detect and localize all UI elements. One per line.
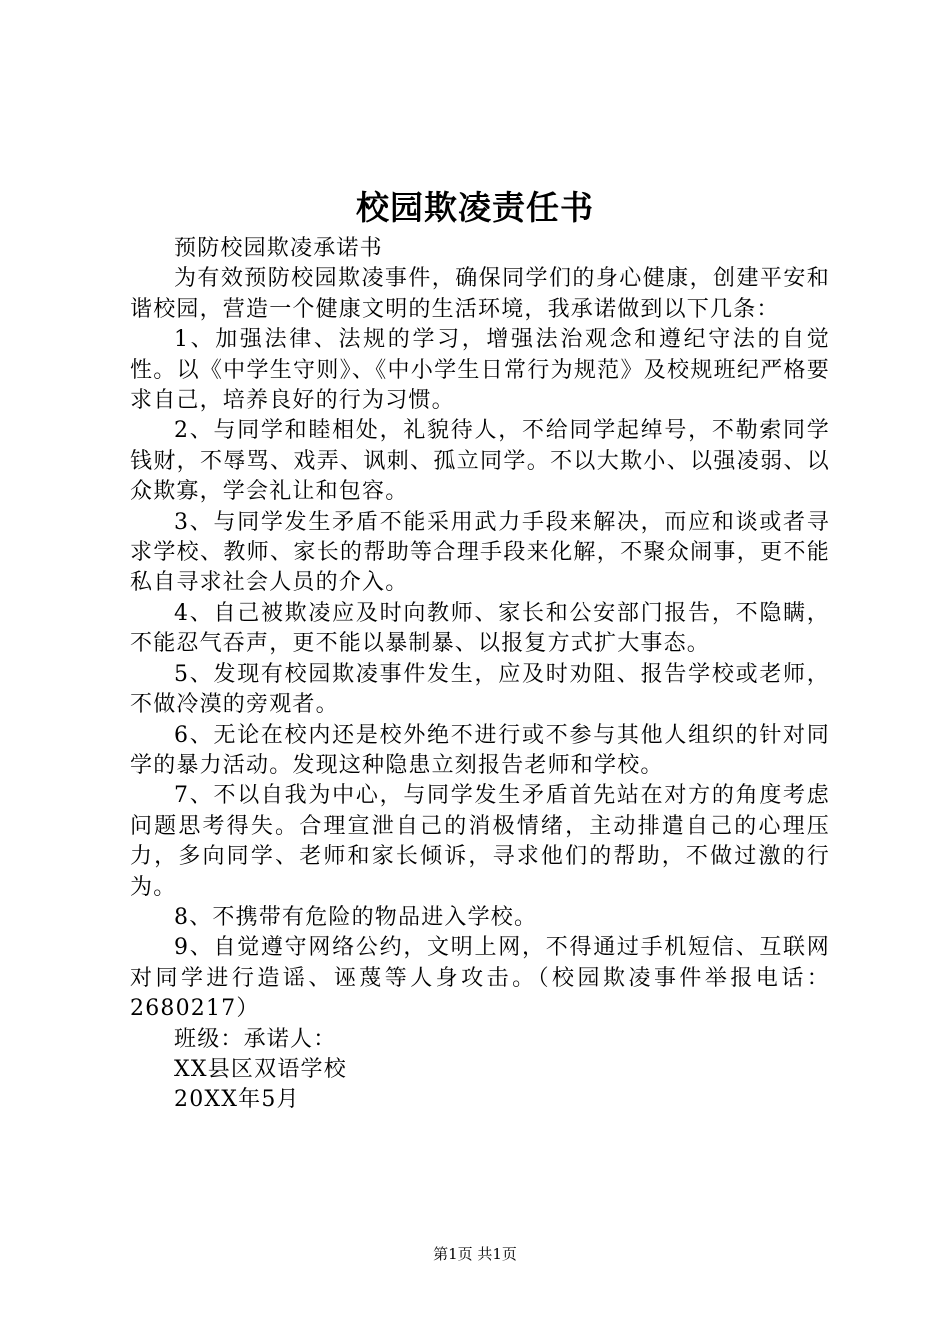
intro-paragraph: 为有效预防校园欺凌事件，确保同学们的身心健康，创建平安和谐校园，营造一个健康文明的生活环境，我承诺做到以下几条： [130,266,830,322]
pledge-item-6: 6、无论在校内还是校外绝不进行或不参与其他人组织的针对同学的暴力活动。发现这种隐患立刻报告老师和学校。 [130,722,830,778]
pledge-item-5: 5、发现有校园欺凌事件发生，应及时劝阻、报告学校或老师，不做冷漠的旁观者。 [130,661,830,718]
pledge-item-1: 1、加强法律、法规的学习，增强法治观念和遵纪守法的自觉性。以《中学生守则》、《中小学生日常行为规范》及校规班纪严格要求自己，培养良好的行为习惯。 [130,327,830,414]
page-footer: 第1页 共1页 [433,1245,517,1263]
document-title: 校园欺凌责任书 [356,188,594,227]
pledge-item-4: 4、自己被欺凌应及时向教师、家长和公安部门报告，不隐瞒，不能忍气吞声，更不能以暴制暴、以报复方式扩大事态。 [130,600,830,657]
school-name: XX县区双语学校 [174,1056,347,1082]
pledge-item-9: 9、自觉遵守网络公约，文明上网，不得通过手机短信、互联网对同学进行造谣、诬蔑等人身攻击。（校园欺凌事件举报电话：2680217） [130,935,830,1022]
pledge-item-2: 2、与同学和睦相处，礼貌待人，不给同学起绰号，不勒索同学钱财，不辱骂、戏弄、讽刺、孤立同学。不以大欺小、以强凌弱、以众欺寡，学会礼让和包容。 [130,418,830,505]
pledge-item-8: 8、不携带有危险的物品进入学校。 [174,904,538,930]
document-date: 20XX年5月 [174,1087,300,1113]
signature-line: 班级：承诺人： [174,1026,337,1052]
pledge-item-3: 3、与同学发生矛盾不能采用武力手段来解决，而应和谈或者寻求学校、教师、家长的帮助等合理手段来化解，不聚众闹事，更不能私自寻求社会人员的介入。 [130,509,830,596]
subtitle-paragraph: 预防校园欺凌承诺书 [174,236,383,261]
pledge-item-7: 7、不以自我为中心，与同学发生矛盾首先站在对方的角度考虑问题思考得失。合理宣泄自己的消极情绪，主动排遣自己的心理压力，多向同学、老师和家长倾诉，寻求他们的帮助，不做过激的行为。 [130,783,830,900]
document-body [130,234,830,1116]
